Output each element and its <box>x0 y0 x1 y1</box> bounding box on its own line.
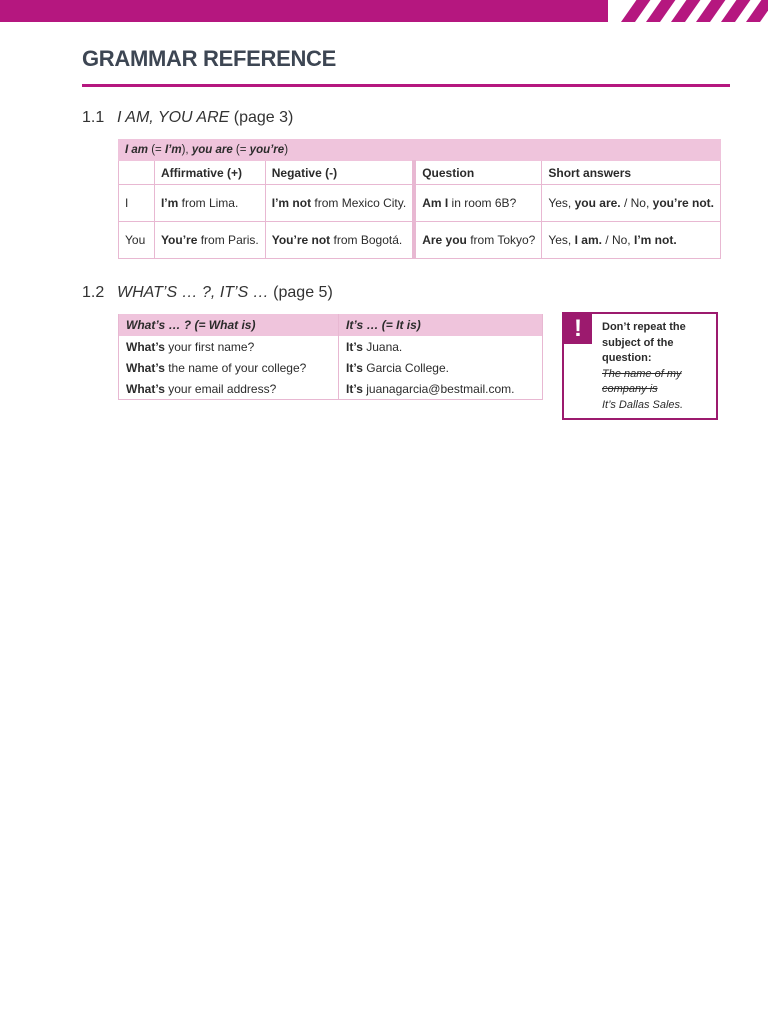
table-row <box>119 336 543 357</box>
subject-cell: I <box>119 185 155 222</box>
header-negative: Negative (-) <box>265 161 414 185</box>
header-its: It’s … (= It is) <box>339 314 543 336</box>
exclamation-icon: ! <box>564 314 592 344</box>
grammar-note-box <box>562 312 718 420</box>
header-question: Question <box>414 161 542 185</box>
page-reference: (page 5) <box>273 284 333 301</box>
affirmative-cell: I’m from Lima. <box>154 185 265 222</box>
table-row <box>119 378 543 400</box>
section-number: 1.2 <box>82 284 105 301</box>
section-title: I AM, YOU ARE <box>117 109 230 126</box>
negative-cell: You’re not from Bogotá. <box>265 222 414 259</box>
answer-cell: It’s juanagarcia@bestmail.com. <box>339 378 543 400</box>
page-reference: (page 3) <box>233 109 294 126</box>
table-row <box>119 185 721 222</box>
table-header-row <box>119 161 721 185</box>
section-title: WHAT’S … ?, IT’S … <box>117 284 269 301</box>
question-cell: What’s your email address? <box>119 378 339 400</box>
subject-cell: You <box>119 222 155 259</box>
header-short-answers: Short answers <box>542 161 721 185</box>
table-row <box>119 222 721 259</box>
short-answer-cell: Yes, you are. / No, you’re not. <box>542 185 721 222</box>
table-header-row <box>119 314 543 336</box>
header-affirmative: Affirmative (+) <box>154 161 265 185</box>
header-whats: What’s … ? (= What is) <box>119 314 339 336</box>
header-stripe-decoration <box>608 0 768 22</box>
table-row <box>119 357 543 378</box>
question-cell: What’s your first name? <box>119 336 339 357</box>
whats-its-table <box>118 314 543 400</box>
short-answer-cell: Yes, I am. / No, I’m not. <box>542 222 721 259</box>
section-number: 1.1 <box>82 109 105 126</box>
header-blank <box>119 161 155 185</box>
note-correct-example: It’s Dallas Sales. <box>602 398 684 411</box>
answer-cell: It’s Juana. <box>339 336 543 357</box>
page-title: GRAMMAR REFERENCE <box>82 46 337 71</box>
note-incorrect-example: The name of my company is <box>602 367 682 395</box>
affirmative-cell: You’re from Paris. <box>154 222 265 259</box>
i-am-you-are-table <box>118 139 721 259</box>
section-1-heading <box>82 109 293 127</box>
section-2-heading <box>82 284 333 302</box>
table-caption-row <box>119 140 721 161</box>
question-cell: What’s the name of your college? <box>119 357 339 378</box>
answer-cell: It’s Garcia College. <box>339 357 543 378</box>
table-caption: I am (= I’m), you are (= you’re) <box>119 140 721 161</box>
question-cell: Are you from Tokyo? <box>414 222 542 259</box>
question-cell: Am I in room 6B? <box>414 185 542 222</box>
title-divider <box>82 84 730 87</box>
negative-cell: I’m not from Mexico City. <box>265 185 414 222</box>
note-instruction: Don’t repeat the subject of the question: <box>602 321 686 364</box>
note-text <box>602 320 714 413</box>
